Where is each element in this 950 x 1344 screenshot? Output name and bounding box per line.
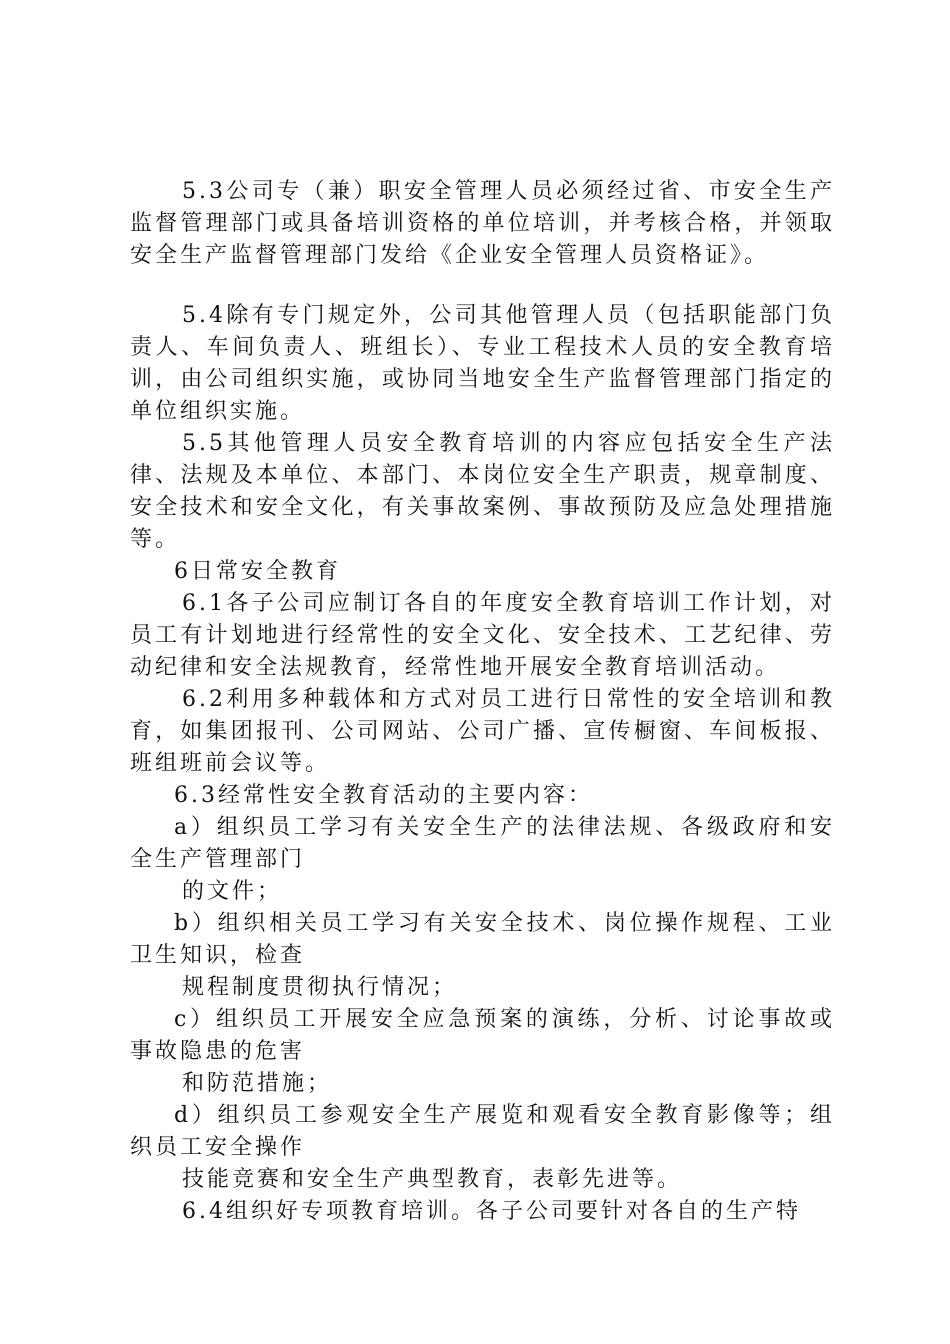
list-item-a-continuation: 的文件； <box>182 879 283 904</box>
list-item-a: a）组织员工学习有关安全生产的法律法规、各级政府和安全生产管理部门 <box>130 815 835 872</box>
paragraph-5-4: 5.4除有专门规定外，公司其他管理人员（包括职能部门负责人、车间负责人、班组长）、专业工程技术人员的安全教育培训，由公司组织实施，或协同当地安全生产监督管理部门指定的单位组织实施。 <box>130 303 835 424</box>
list-item-d-continuation: 技能竞赛和安全生产典型教育，表彰先进等。 <box>182 1167 683 1192</box>
list-item-b-continuation: 规程制度贯彻执行情况； <box>182 975 458 1000</box>
paragraph-gap <box>130 272 835 300</box>
paragraph-6-4: 6.4组织好专项教育培训。各子公司要针对各自的生产特 <box>182 1199 801 1224</box>
section-heading-6: 6日常安全教育 <box>174 559 341 584</box>
list-item-c: c）组织员工开展安全应急预案的演练，分析、讨论事故或事故隐患的危害 <box>130 1007 835 1064</box>
list-item-d: d）组织员工参观安全生产展览和观看安全教育影像等；组织员工安全操作 <box>130 1103 835 1160</box>
paragraph-5-3: 5.3公司专（兼）职安全管理人员必须经过省、市安全生产监督管理部门或具备培训资格的单位培训，并考核合格，并领取安全生产监督管理部门发给《企业安全管理人员资格证》。 <box>130 179 835 268</box>
list-item-b: b）组织相关员工学习有关安全技术、岗位操作规程、工业卫生知识，检查 <box>130 911 835 968</box>
paragraph-6-3: 6.3经常性安全教育活动的主要内容： <box>174 783 593 808</box>
paragraph-6-2: 6.2利用多种载体和方式对员工进行日常性的安全培训和教育，如集团报刊、公司网站、公司广播、宣传橱窗、车间板报、班组班前会议等。 <box>130 687 835 776</box>
paragraph-5-5: 5.5其他管理人员安全教育培训的内容应包括安全生产法律、法规及本单位、本部门、本岗位安全生产职责，规章制度、安全技术和安全文化，有关事故案例、事故预防及应急处理措施等。 <box>130 431 835 552</box>
paragraph-6-1: 6.1各子公司应制订各自的年度安全教育培训工作计划，对员工有计划地进行经常性的安全文化、安全技术、工艺纪律、劳动纪律和安全法规教育，经常性地开展安全教育培训活动。 <box>130 591 835 680</box>
document-body <box>130 176 835 1228</box>
list-item-c-continuation: 和防范措施； <box>182 1071 333 1096</box>
